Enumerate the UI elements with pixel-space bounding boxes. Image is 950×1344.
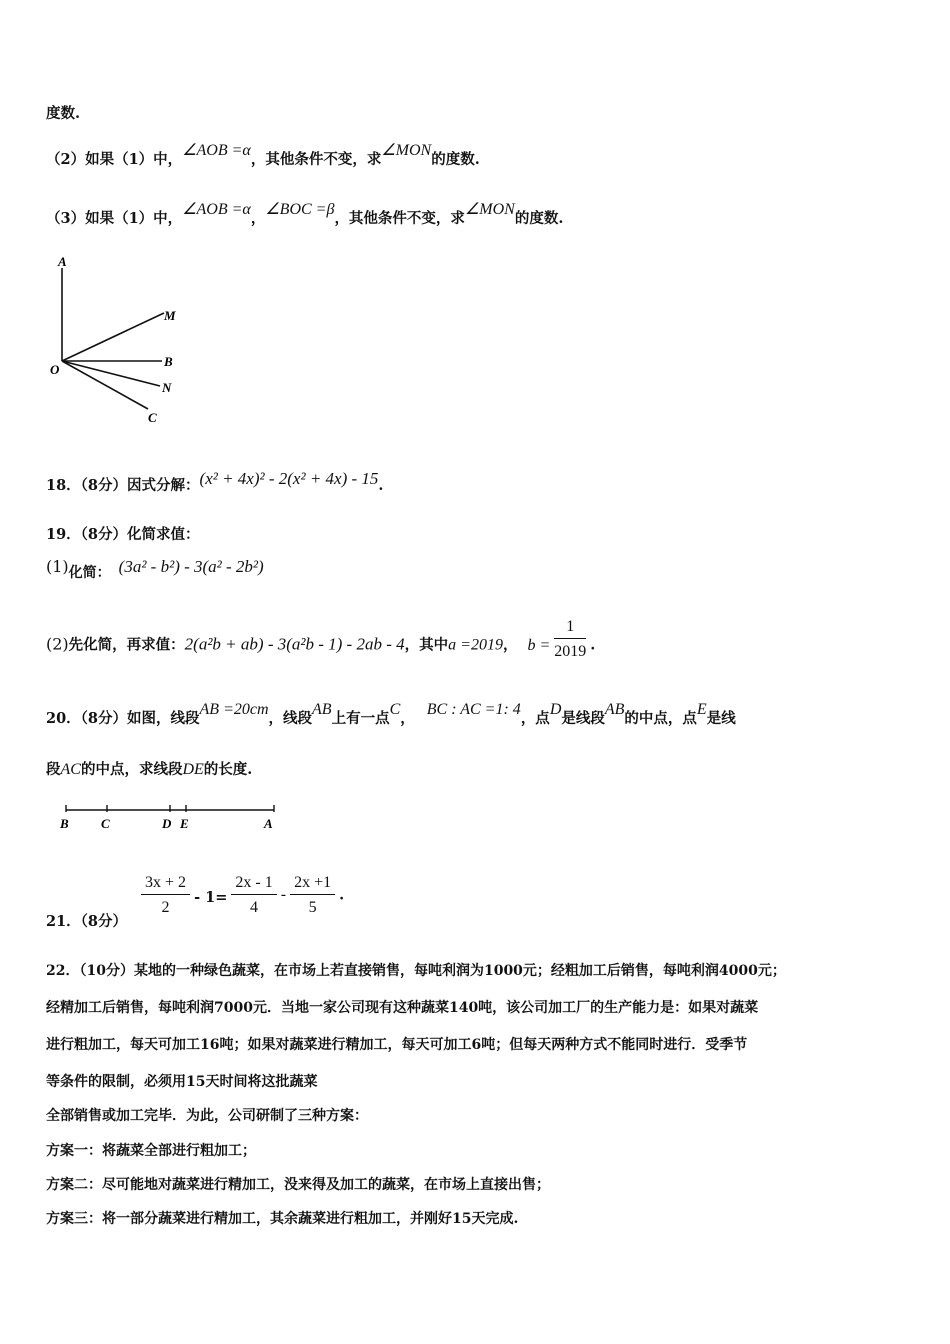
question-17-part-3: [46, 201, 564, 228]
q20-point-e: E: [696, 701, 707, 718]
q19-1-label: 化简：: [68, 565, 111, 581]
q17-3-angle-aob: ∠AOB =α: [182, 201, 251, 218]
q22-line-2: 经精加工后销售，每吨利润7000元．当地一家公司现有这种蔬菜140吨，该公司加工厂的生产能力是：如果对蔬菜: [46, 1000, 759, 1016]
q21-fraction-2: [231, 874, 276, 917]
q21-f1-denominator: 2: [161, 899, 170, 916]
q19-2-b-denominator: 2019: [554, 643, 587, 660]
q20-text-7: 是线: [706, 710, 736, 727]
q22-plan-1: 方案一：将蔬菜全部进行粗加工；: [46, 1143, 256, 1159]
label-n: N: [162, 380, 172, 395]
q17-2-suffix: 的度数.: [431, 151, 480, 168]
q22-plan-3: 方案三：将一部分蔬菜进行精加工，其余蔬菜进行粗加工，并刚好15天完成.: [46, 1211, 519, 1227]
q19-2-a-value: a =2019: [448, 636, 503, 654]
label-o: O: [50, 362, 60, 377]
q21-fraction-1: [141, 874, 190, 917]
label-m: M: [164, 308, 176, 323]
q17-3-comma: ，: [250, 210, 266, 227]
text-line-degree: 度数.: [46, 105, 81, 122]
q21-f2-numerator: 2x - 1: [231, 874, 276, 895]
q20-text-4: ，点: [520, 710, 550, 727]
question-17-part-2: [46, 142, 480, 169]
q17-3-mid: ，其他条件不变，求: [334, 210, 465, 227]
q17-2-angle-aob: ∠AOB =α: [182, 142, 251, 159]
q19-1-expression: (3a² - b²) - 3(a² - 2b²): [118, 557, 264, 576]
q20-text-5: 是线段: [561, 710, 605, 727]
q20-de: DE: [182, 761, 204, 778]
seg-label-d: D: [162, 816, 172, 831]
q17-2-angle-mon: ∠MON: [381, 142, 432, 159]
q19-2-label: 先化简，再求值：: [68, 636, 185, 654]
seg-label-b: B: [60, 816, 69, 831]
q17-2-mid: ，其他条件不变，求: [250, 151, 382, 168]
ray-om: [62, 313, 164, 361]
label-b: B: [164, 354, 173, 369]
q22-line-5: 全部销售或加工完毕．为此，公司研制了三种方案：: [46, 1108, 368, 1124]
q19-2-expression: 2(a²b + ab) - 3(a²b - 1) - 2ab - 4: [184, 634, 405, 654]
question-20-line-2: [46, 758, 252, 779]
q17-2-prefix: （2）如果（1）中，: [46, 151, 183, 168]
question-20-line-1: [46, 701, 736, 728]
q17-3-suffix: 的度数.: [514, 210, 564, 227]
q18-expression: (x² + 4x)² - 2(x² + 4x) - 15: [199, 469, 379, 488]
q19-2-comma: ，: [502, 636, 518, 654]
q18-prefix: 18．（8分）因式分解：: [46, 477, 200, 494]
label-c: C: [148, 410, 157, 425]
q21-fraction-3: [290, 874, 335, 917]
q17-3-angle-boc: ∠BOC =β: [265, 201, 335, 218]
label-a: A: [58, 254, 67, 269]
q19-2-where: ，其中: [404, 636, 449, 654]
q18-suffix: .: [378, 477, 384, 494]
q20-text-6: 的中点，点: [624, 710, 697, 727]
q20-ab: AB: [312, 701, 332, 718]
seg-label-a: A: [264, 816, 273, 831]
q19-2-b-numerator: 1: [554, 618, 586, 639]
q21-f2-denominator: 4: [250, 899, 259, 916]
q19-2-b-equals: b =: [527, 636, 551, 654]
q19-1-number: (1): [46, 557, 69, 576]
q19-2-end: .: [590, 636, 596, 654]
question-19-part-2: [46, 618, 596, 661]
q19-2-b-fraction: [554, 618, 586, 661]
q21-f3-denominator: 5: [308, 899, 317, 916]
q21-f1-numerator: 3x + 2: [141, 874, 190, 895]
q20-ab-length: AB =20cm: [199, 701, 269, 718]
question-21: [46, 874, 345, 930]
q21-prefix: 21．（8分）: [46, 912, 128, 930]
question-19-title: 19．（8分）化简求值：: [46, 526, 200, 543]
q22-plan-2: 方案二：尽可能地对蔬菜进行精加工，没来得及加工的蔬菜，在市场上直接出售；: [46, 1177, 550, 1193]
q20-text-3: ，: [400, 710, 415, 727]
q22-line-1: 22．（10分）某地的一种绿色蔬菜，在市场上若直接销售，每吨利润为1000元；经粗加工后销售，每吨利润4000元；: [46, 963, 786, 979]
ray-on: [62, 361, 160, 386]
ray-oc: [62, 361, 148, 409]
q21-minus-one: - 1=: [194, 888, 228, 906]
q20-ab-2: AB: [604, 701, 625, 718]
question-19-part-1: [46, 557, 264, 581]
q21-suffix: .: [339, 886, 345, 904]
q20-text-1: ，线段: [268, 710, 313, 727]
seg-label-c: C: [101, 816, 110, 831]
q20-text-2: 上有一点: [331, 710, 390, 727]
q20-prefix: 20．（8分）如图，线段: [46, 710, 200, 727]
q19-2-number: (2): [46, 634, 69, 654]
q20-ratio: BC : AC =1: 4: [426, 701, 521, 718]
q22-line-4: 等条件的限制，必须用15天时间将这批蔬菜: [46, 1074, 318, 1090]
q22-line-3: 进行粗加工，每天可加工16吨；如果对蔬菜进行精加工，每天可加工6吨；但每天两种方式不能同时进行．受季节: [46, 1037, 748, 1053]
q20-point-d: D: [549, 701, 562, 718]
question-18: [46, 469, 384, 495]
q20-point-c: C: [389, 701, 401, 718]
figure-angle-rays: [40, 252, 200, 432]
q20-ac: AC: [60, 761, 81, 778]
q20-l2-text-1: 段: [46, 761, 61, 778]
seg-label-e: E: [180, 816, 189, 831]
figure-line-segment: [50, 800, 290, 840]
q21-minus: -: [280, 884, 287, 904]
q20-l2-text-2: 的中点，求线段: [80, 761, 183, 778]
q20-l2-text-3: 的长度.: [203, 761, 253, 778]
q17-3-angle-mon: ∠MON: [464, 201, 515, 218]
q17-3-prefix: （3）如果（1）中，: [46, 210, 183, 227]
q21-f3-numerator: 2x +1: [290, 874, 335, 895]
